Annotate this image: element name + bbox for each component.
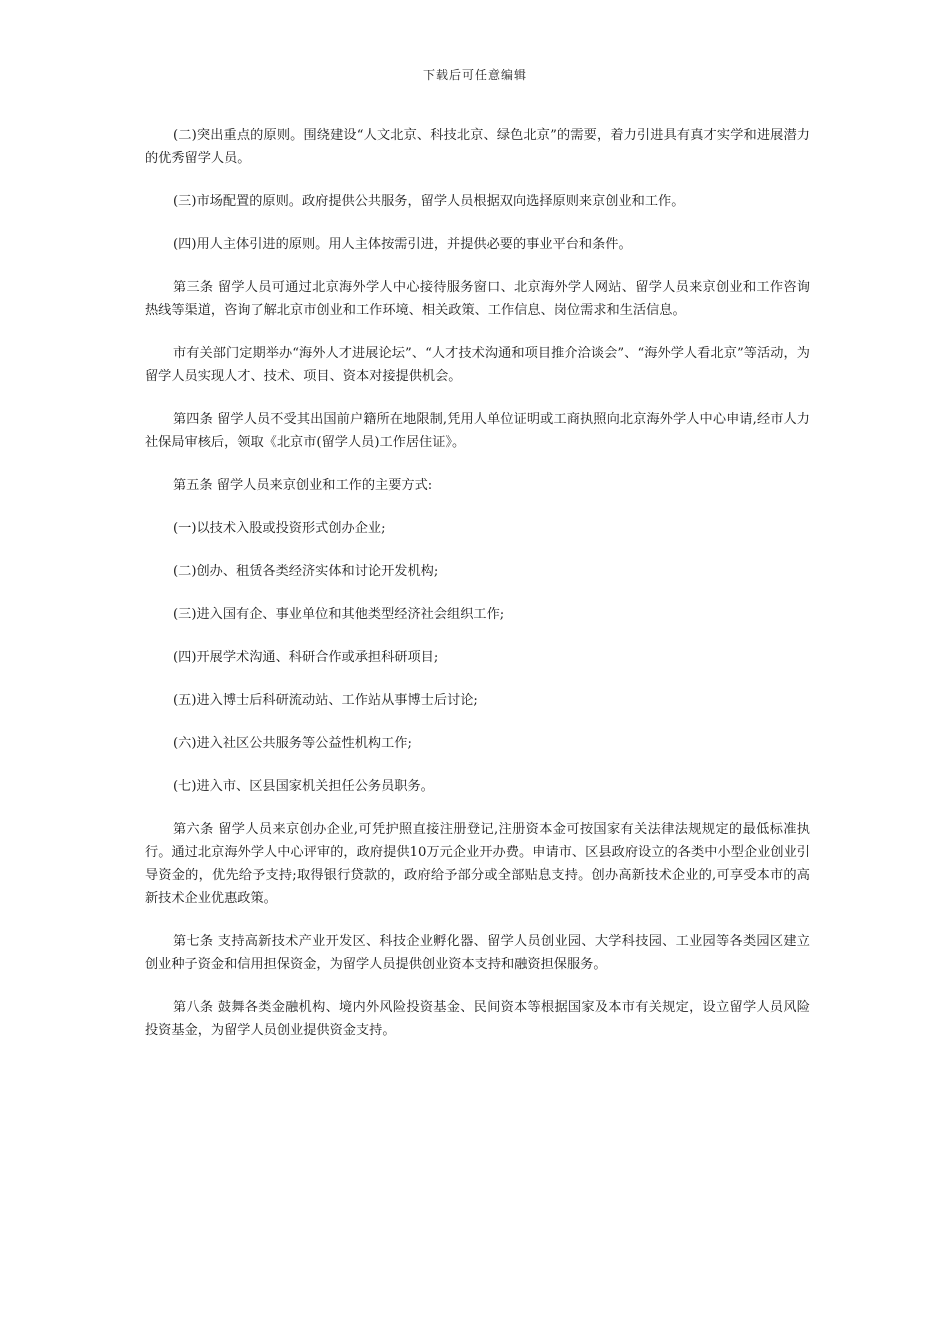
paragraph: (七)进入市、区县国家机关担任公务员职务。 [173, 779, 434, 794]
paragraph: (六)进入社区公共服务等公益性机构工作; [173, 736, 412, 751]
paragraph: (二)突出重点的原则。围绕建设“人文北京、科技北京、绿色北京”的需要，着力引进具有真才实学和进展潜力的优秀留学人员。 [145, 128, 810, 166]
paragraph: (四)开展学术沟通、科研合作或承担科研项目; [173, 650, 439, 665]
paragraph: (三)进入国有企、事业单位和其他类型经济社会组织工作; [173, 607, 505, 622]
paragraph: (四)用人主体引进的原则。用人主体按需引进，并提供必要的事业平台和条件。 [173, 237, 632, 252]
page-header: 下载后可任意编辑 [422, 68, 527, 82]
paragraph: 市有关部门定期举办“海外人才进展论坛”、“人才技术沟通和项目推介洽谈会”、“海外学人看北京”等活动，为留学人员实现人才、技术、项目、资本对接提供机会。 [145, 346, 810, 384]
paragraph: 第七条 支持高新技术产业开发区、科技企业孵化器、留学人员创业园、大学科技园、工业园等各类园区建立创业种子资金和信用担保资金，为留学人员提供创业资本支持和融资担保服务。 [145, 934, 810, 972]
paragraph: (二)创办、租赁各类经济实体和讨论开发机构; [173, 564, 439, 579]
paragraph: (三)市场配置的原则。政府提供公共服务，留学人员根据双向选择原则来京创业和工作。 [173, 194, 685, 209]
paragraph: 第八条 鼓舞各类金融机构、境内外风险投资基金、民间资本等根据国家及本市有关规定，设立留学人员风险投资基金，为留学人员创业提供资金支持。 [145, 1000, 810, 1038]
paragraph: 第三条 留学人员可通过北京海外学人中心接待服务窗口、北京海外学人网站、留学人员来京创业和工作咨询热线等渠道，咨询了解北京市创业和工作环境、相关政策、工作信息、岗位需求和生活信息。 [145, 280, 810, 318]
paragraph: (五)进入博士后科研流动站、工作站从事博士后讨论; [173, 693, 478, 708]
paragraph: 第五条 留学人员来京创业和工作的主要方式: [173, 478, 433, 493]
paragraph: 第四条 留学人员不受其出国前户籍所在地限制,凭用人单位证明或工商执照向北京海外学人中心申请,经市人力社保局审核后，领取《北京市(留学人员)工作居住证》。 [145, 412, 810, 450]
document-body [145, 124, 810, 1062]
paragraph: (一)以技术入股或投资形式创办企业; [173, 521, 386, 536]
paragraph: 第六条 留学人员来京创办企业,可凭护照直接注册登记,注册资本金可按国家有关法律法规规定的最低标准执行。通过北京海外学人中心评审的，政府提供10万元企业开办费。申请市、区县政府设立的各类中小型企业创业引导资金的，优先给予支持;取得银行贷款的，政府给予部分或全部贴息支持。创办高新技术企业的,可享受本市的高新技术企业优惠政策。 [145, 822, 810, 906]
